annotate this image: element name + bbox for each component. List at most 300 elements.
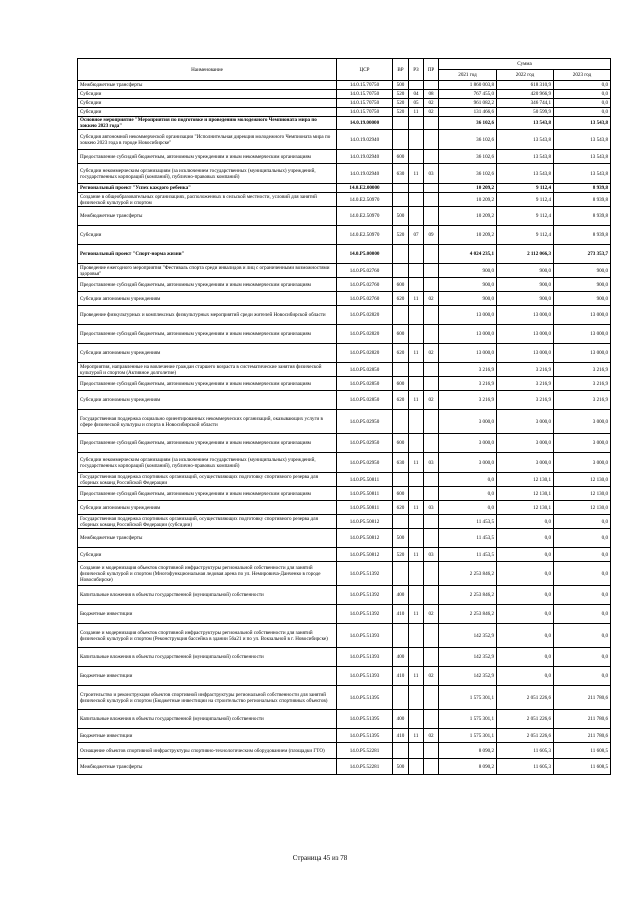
row-rz-code (409, 743, 424, 759)
row-vr-code: 520 (393, 226, 409, 245)
row-vr-code (393, 624, 409, 648)
row-amount-2021: 13 000,0 (439, 344, 497, 363)
row-csr-code: 14.0.P5.52281 (337, 743, 393, 759)
row-name: Субсидии (78, 99, 337, 108)
row-pr-code: 03 (424, 548, 439, 562)
table-row (78, 562, 611, 586)
row-amount-2022: 3 216,9 (497, 391, 554, 410)
row-amount-2022: 13 543,8 (497, 164, 554, 184)
row-pr-code (424, 710, 439, 729)
row-rz-code (409, 624, 424, 648)
header-name: Наименование (78, 59, 337, 81)
row-vr-code: 500 (393, 207, 409, 226)
row-amount-2021: 4 024 235,1 (439, 245, 497, 264)
row-pr-code (424, 377, 439, 391)
row-pr-code (424, 193, 439, 207)
row-vr-code: 600 (393, 150, 409, 164)
row-vr-code: 410 (393, 605, 409, 624)
row-amount-2021: 142 352,9 (439, 667, 497, 686)
row-vr-code (393, 562, 409, 586)
row-rz-code (409, 586, 424, 605)
row-amount-2022: 0,0 (497, 667, 554, 686)
row-rz-code (409, 130, 424, 150)
row-csr-code: 14.0.E2.50970 (337, 193, 393, 207)
row-csr-code: 14.0.P5.51392 (337, 586, 393, 605)
row-vr-code (393, 117, 409, 130)
row-amount-2023: 0,0 (554, 81, 611, 90)
row-csr-code: 14.0.15.70750 (337, 108, 393, 117)
row-amount-2021: 3 216,9 (439, 377, 497, 391)
header-year-2022: 2022 год (497, 70, 554, 81)
row-amount-2021: 2 253 846,2 (439, 562, 497, 586)
row-amount-2022: 3 216,9 (497, 377, 554, 391)
row-rz-code (409, 193, 424, 207)
row-vr-code: 400 (393, 710, 409, 729)
header-pr: ПР (424, 59, 439, 81)
row-vr-code (393, 130, 409, 150)
row-amount-2022: 0,0 (497, 548, 554, 562)
row-amount-2023: 3 000,0 (554, 410, 611, 434)
row-amount-2022: 13 543,8 (497, 150, 554, 164)
row-vr-code: 620 (393, 292, 409, 306)
row-name: Предоставление субсидий бюджетным, автономным учреждениям и иным некоммерческим организациям (78, 487, 337, 501)
row-csr-code: 14.0.P5.51393 (337, 624, 393, 648)
row-name: Субсидии некоммерческим организациям (за исключением государственных (муниципальных) учреждений, государственных корпораций (компаний), публично-правовых компаний) (78, 164, 337, 184)
header-year-2021: 2021 год (439, 70, 497, 81)
row-csr-code: 14.0.19.02940 (337, 150, 393, 164)
row-csr-code: 14.0.P5.00000 (337, 245, 393, 264)
row-amount-2023: 211 780,6 (554, 710, 611, 729)
table-row (78, 278, 611, 292)
row-vr-code (393, 245, 409, 264)
row-pr-code (424, 529, 439, 548)
row-csr-code: 14.0.19.00000 (337, 117, 393, 130)
row-amount-2022: 9 112,4 (497, 193, 554, 207)
row-csr-code: 14.0.P5.51392 (337, 605, 393, 624)
row-pr-code: 03 (424, 453, 439, 473)
row-pr-code (424, 410, 439, 434)
table-row (78, 264, 611, 278)
table-row (78, 759, 611, 775)
row-name: Мероприятия, направленные на вовлечение граждан старшего возраста в систематические занятия физической культурой и спортом (Активное долголетие) (78, 363, 337, 377)
row-pr-code: 02 (424, 667, 439, 686)
row-name: Межбюджетные трансферты (78, 529, 337, 548)
row-amount-2021: 36 102,6 (439, 150, 497, 164)
row-name: Создание и модернизация объектов спортивной инфраструктуры региональной собственности для занятий физической культурой и спортом (Реконструкция бассейна в здании 56а21 и по ул. Вокзальной в г. Новосибирске) (78, 624, 337, 648)
row-amount-2022: 2 112 066,3 (497, 245, 554, 264)
row-pr-code (424, 648, 439, 667)
table-row (78, 90, 611, 99)
row-name: Субсидии автономным учреждениям (78, 292, 337, 306)
row-vr-code: 620 (393, 501, 409, 515)
row-csr-code: 14.0.P5.50812 (337, 515, 393, 529)
row-amount-2021: 10 209,2 (439, 207, 497, 226)
row-amount-2022: 900,0 (497, 292, 554, 306)
row-rz-code (409, 473, 424, 487)
row-vr-code (393, 515, 409, 529)
row-amount-2021: 13 000,0 (439, 306, 497, 325)
row-vr-code: 600 (393, 278, 409, 292)
row-vr-code (393, 686, 409, 710)
row-amount-2021: 13 000,0 (439, 325, 497, 344)
row-rz-code (409, 184, 424, 193)
row-name: Капитальные вложения в объекты государственной (муниципальной) собственности (78, 710, 337, 729)
table-row (78, 434, 611, 453)
row-amount-2022: 12 130,1 (497, 487, 554, 501)
row-rz-code: 11 (409, 729, 424, 743)
row-amount-2023: 13 543,8 (554, 130, 611, 150)
row-pr-code (424, 207, 439, 226)
row-amount-2021: 36 102,6 (439, 117, 497, 130)
row-pr-code (424, 264, 439, 278)
row-vr-code: 520 (393, 548, 409, 562)
row-rz-code (409, 207, 424, 226)
row-csr-code: 14.0.P5.51393 (337, 667, 393, 686)
row-amount-2023: 13 000,0 (554, 306, 611, 325)
row-amount-2023: 8 939,8 (554, 193, 611, 207)
row-csr-code: 14.0.P5.02850 (337, 377, 393, 391)
table-row (78, 245, 611, 264)
table-row (78, 193, 611, 207)
row-amount-2022: 0,0 (497, 562, 554, 586)
row-rz-code: 11 (409, 501, 424, 515)
row-vr-code: 620 (393, 391, 409, 410)
table-row (78, 108, 611, 117)
row-name: Субсидии (78, 226, 337, 245)
row-amount-2021: 1 575 301,1 (439, 729, 497, 743)
row-rz-code: 11 (409, 344, 424, 363)
row-rz-code (409, 278, 424, 292)
table-row (78, 473, 611, 487)
row-pr-code (424, 562, 439, 586)
row-amount-2022: 2 051 226,6 (497, 686, 554, 710)
row-rz-code: 11 (409, 605, 424, 624)
row-amount-2021: 3 000,0 (439, 453, 497, 473)
row-pr-code (424, 743, 439, 759)
row-amount-2023: 0,0 (554, 99, 611, 108)
row-pr-code: 02 (424, 99, 439, 108)
table-row (78, 130, 611, 150)
header-vr: ВР (393, 59, 409, 81)
row-name: Проведение ежегодного мероприятия "Фестиваль спорта среди инвалидов и лиц с ограниченными возможностями здоровья" (78, 264, 337, 278)
table-row (78, 453, 611, 473)
row-amount-2022: 346 744,1 (497, 99, 554, 108)
row-amount-2021: 2 253 846,2 (439, 605, 497, 624)
row-name: Субсидии (78, 548, 337, 562)
row-rz-code (409, 245, 424, 264)
row-vr-code (393, 193, 409, 207)
row-pr-code: 03 (424, 164, 439, 184)
row-name: Межбюджетные трансферты (78, 759, 337, 775)
table-row (78, 667, 611, 686)
row-csr-code: 14.0.P5.51393 (337, 648, 393, 667)
table-row (78, 605, 611, 624)
row-vr-code: 630 (393, 164, 409, 184)
row-amount-2023: 13 543,8 (554, 164, 611, 184)
row-amount-2023: 3 000,0 (554, 434, 611, 453)
row-amount-2022: 3 000,0 (497, 453, 554, 473)
row-rz-code (409, 377, 424, 391)
row-amount-2023: 0,0 (554, 605, 611, 624)
table-row (78, 515, 611, 529)
row-amount-2021: 961 082,2 (439, 99, 497, 108)
row-name: Создание и модернизация объектов спортивной инфраструктуры региональной собственности для занятий физической культурой и спортом (Многофункциональная ледовая арена по ул. Немировича-Данченко в городе Новосибирске) (78, 562, 337, 586)
row-amount-2023: 0,0 (554, 648, 611, 667)
row-name: Предоставление субсидий бюджетным, автономным учреждениям и иным некоммерческим организациям (78, 278, 337, 292)
row-amount-2021: 11 453,5 (439, 529, 497, 548)
row-vr-code: 520 (393, 90, 409, 99)
row-vr-code (393, 410, 409, 434)
table-row (78, 325, 611, 344)
table-header-row (78, 59, 611, 70)
row-amount-2022: 12 130,1 (497, 473, 554, 487)
row-csr-code: 14.0.P5.02950 (337, 410, 393, 434)
row-csr-code: 14.0.E2.00000 (337, 184, 393, 193)
budget-table-container (77, 58, 610, 775)
row-amount-2023: 0,0 (554, 529, 611, 548)
row-vr-code (393, 264, 409, 278)
row-amount-2023: 900,0 (554, 292, 611, 306)
row-name: Основное мероприятие "Мероприятия по подготовке и проведению молодежного Чемпионата мира по хоккею 2023 года" (78, 117, 337, 130)
row-rz-code (409, 117, 424, 130)
row-amount-2023: 900,0 (554, 278, 611, 292)
page-number: Страница 45 из 78 (292, 854, 348, 862)
row-amount-2023: 0,0 (554, 108, 611, 117)
row-rz-code (409, 81, 424, 90)
row-pr-code (424, 487, 439, 501)
row-csr-code: 14.0.19.02940 (337, 130, 393, 150)
row-rz-code (409, 686, 424, 710)
row-name: Региональный проект "Спорт-норма жизни" (78, 245, 337, 264)
row-amount-2021: 1 860 003,8 (439, 81, 497, 90)
row-csr-code: 14.0.P5.50811 (337, 501, 393, 515)
row-amount-2022: 3 216,9 (497, 363, 554, 377)
row-amount-2021: 3 216,9 (439, 363, 497, 377)
table-body (78, 81, 611, 775)
row-csr-code: 14.0.P5.50811 (337, 487, 393, 501)
row-vr-code: 600 (393, 487, 409, 501)
table-row (78, 648, 611, 667)
row-amount-2023: 3 000,0 (554, 453, 611, 473)
row-csr-code: 14.0.P5.02850 (337, 391, 393, 410)
row-pr-code (424, 184, 439, 193)
row-rz-code (409, 529, 424, 548)
table-row (78, 710, 611, 729)
row-amount-2022: 0,0 (497, 529, 554, 548)
row-amount-2021: 3 216,9 (439, 391, 497, 410)
row-name: Капитальные вложения в объекты государственной (муниципальной) собственности (78, 586, 337, 605)
row-csr-code: 14.0.19.02940 (337, 164, 393, 184)
row-name: Строительство и реконструкция объектов спортивной инфраструктуры региональной собственности для занятий физической культурой и спортом (Бюджетные инвестиции на строительство региональных спортивных объектов) (78, 686, 337, 710)
row-vr-code: 600 (393, 377, 409, 391)
row-csr-code: 14.0.15.70750 (337, 81, 393, 90)
row-pr-code (424, 81, 439, 90)
row-name: Бюджетные инвестиции (78, 729, 337, 743)
row-vr-code: 520 (393, 108, 409, 117)
row-rz-code (409, 515, 424, 529)
row-amount-2023: 8 939,8 (554, 226, 611, 245)
row-csr-code: 14.0.P5.02820 (337, 306, 393, 325)
row-amount-2022: 9 112,4 (497, 207, 554, 226)
row-csr-code: 14.0.P5.02820 (337, 325, 393, 344)
row-amount-2021: 10 209,2 (439, 193, 497, 207)
row-amount-2021: 900,0 (439, 278, 497, 292)
row-pr-code (424, 624, 439, 648)
row-csr-code: 14.0.P5.52281 (337, 759, 393, 775)
row-name: Капитальные вложения в объекты государственной (муниципальной) собственности (78, 648, 337, 667)
row-amount-2022: 900,0 (497, 278, 554, 292)
row-vr-code: 630 (393, 453, 409, 473)
row-pr-code (424, 759, 439, 775)
row-name: Бюджетные инвестиции (78, 605, 337, 624)
row-amount-2022: 9 112,4 (497, 226, 554, 245)
row-amount-2023: 11 608,5 (554, 743, 611, 759)
row-amount-2021: 131 466,6 (439, 108, 497, 117)
row-amount-2023: 13 000,0 (554, 325, 611, 344)
row-amount-2023: 13 543,8 (554, 117, 611, 130)
row-csr-code: 14.0.P5.51395 (337, 729, 393, 743)
row-csr-code: 14.0.P5.50812 (337, 548, 393, 562)
row-pr-code (424, 117, 439, 130)
row-amount-2021: 8 090,2 (439, 743, 497, 759)
row-amount-2023: 0,0 (554, 562, 611, 586)
row-rz-code: 11 (409, 292, 424, 306)
row-amount-2021: 2 253 846,2 (439, 586, 497, 605)
row-pr-code (424, 325, 439, 344)
row-amount-2023: 0,0 (554, 548, 611, 562)
row-amount-2022: 13 543,8 (497, 130, 554, 150)
row-pr-code (424, 278, 439, 292)
row-amount-2023: 12 130,0 (554, 487, 611, 501)
table-row (78, 391, 611, 410)
header-rz: РЗ (409, 59, 424, 81)
row-amount-2021: 900,0 (439, 292, 497, 306)
row-pr-code (424, 473, 439, 487)
budget-table (77, 58, 611, 775)
row-name: Создание в общеобразовательных организациях, расположенных в сельской местности, условий для занятий физической культурой и спортом (78, 193, 337, 207)
row-name: Предоставление субсидий бюджетным, автономным учреждениям и иным некоммерческим организациям (78, 325, 337, 344)
row-amount-2021: 36 102,6 (439, 164, 497, 184)
row-name: Субсидия автономной некоммерческой организации "Исполнительная дирекция молодежного Чемпионата мира по хоккею 2023 года в городе Новосибирске" (78, 130, 337, 150)
row-amount-2023: 211 780,6 (554, 729, 611, 743)
table-row (78, 344, 611, 363)
table-row (78, 117, 611, 130)
row-amount-2023: 3 216,9 (554, 363, 611, 377)
row-amount-2022: 13 543,8 (497, 117, 554, 130)
table-row (78, 686, 611, 710)
row-pr-code: 02 (424, 391, 439, 410)
table-row (78, 292, 611, 306)
row-csr-code: 14.0.P5.02820 (337, 344, 393, 363)
row-rz-code: 04 (409, 90, 424, 99)
row-name: Субсидии автономным учреждениям (78, 391, 337, 410)
row-amount-2021: 0,0 (439, 487, 497, 501)
row-vr-code (393, 473, 409, 487)
row-amount-2021: 11 453,5 (439, 515, 497, 529)
row-amount-2021: 0,0 (439, 501, 497, 515)
row-rz-code (409, 759, 424, 775)
row-name: Предоставление субсидий бюджетным, автономным учреждениям и иным некоммерческим организациям (78, 434, 337, 453)
row-amount-2022: 2 051 226,6 (497, 710, 554, 729)
row-amount-2023: 8 939,8 (554, 207, 611, 226)
row-csr-code: 14.0.15.70750 (337, 90, 393, 99)
row-rz-code: 07 (409, 226, 424, 245)
row-pr-code (424, 150, 439, 164)
row-pr-code (424, 306, 439, 325)
row-amount-2021: 8 090,2 (439, 759, 497, 775)
row-amount-2022: 0,0 (497, 586, 554, 605)
row-csr-code: 14.0.P5.51395 (337, 686, 393, 710)
row-amount-2021: 767 455,0 (439, 90, 497, 99)
table-row (78, 207, 611, 226)
row-amount-2022: 13 000,0 (497, 306, 554, 325)
row-vr-code (393, 306, 409, 325)
table-row (78, 586, 611, 605)
row-vr-code: 600 (393, 434, 409, 453)
row-vr-code: 400 (393, 586, 409, 605)
row-amount-2023: 13 000,0 (554, 344, 611, 363)
row-name: Оснащение объектов спортивной инфраструктуры спортивно-технологическим оборудованием (площадки ГТО) (78, 743, 337, 759)
table-row (78, 81, 611, 90)
row-amount-2023: 0,0 (554, 624, 611, 648)
row-pr-code (424, 245, 439, 264)
row-name: Региональный проект "Успех каждого ребенка" (78, 184, 337, 193)
row-rz-code: 11 (409, 453, 424, 473)
table-row (78, 377, 611, 391)
table-row (78, 306, 611, 325)
header-year-2023: 2023 год (554, 70, 611, 81)
row-name: Государственная поддержка спортивных организаций, осуществляющих подготовку спортивного резерва для сборных команд Российской Федерации (78, 473, 337, 487)
row-amount-2022: 2 051 226,6 (497, 729, 554, 743)
row-rz-code (409, 150, 424, 164)
row-csr-code: 14.0.15.70750 (337, 99, 393, 108)
row-name: Предоставление субсидий бюджетным, автономным учреждениям и иным некоммерческим организациям (78, 150, 337, 164)
row-rz-code (409, 434, 424, 453)
row-csr-code: 14.0.P5.50812 (337, 529, 393, 548)
row-amount-2023: 0,0 (554, 667, 611, 686)
row-vr-code (393, 743, 409, 759)
row-vr-code: 410 (393, 729, 409, 743)
row-pr-code (424, 686, 439, 710)
row-csr-code: 14.0.P5.02760 (337, 278, 393, 292)
row-vr-code: 500 (393, 529, 409, 548)
row-name: Субсидии некоммерческим организациям (за исключением государственных (муниципальных) учреждений, государственных корпораций (компаний), публично-правовых компаний) (78, 453, 337, 473)
row-amount-2021: 1 575 301,1 (439, 710, 497, 729)
row-amount-2022: 0,0 (497, 624, 554, 648)
row-vr-code: 500 (393, 759, 409, 775)
row-pr-code: 03 (424, 501, 439, 515)
table-row (78, 410, 611, 434)
row-csr-code: 14.0.P5.51392 (337, 562, 393, 586)
row-pr-code (424, 434, 439, 453)
row-pr-code (424, 515, 439, 529)
row-name: Субсидии (78, 108, 337, 117)
row-amount-2023: 3 216,9 (554, 377, 611, 391)
row-amount-2023: 0,0 (554, 515, 611, 529)
row-amount-2021: 142 352,9 (439, 648, 497, 667)
row-rz-code: 11 (409, 108, 424, 117)
row-amount-2021: 11 453,5 (439, 548, 497, 562)
row-pr-code (424, 586, 439, 605)
row-amount-2021: 142 352,9 (439, 624, 497, 648)
row-amount-2023: 0,0 (554, 586, 611, 605)
row-vr-code: 520 (393, 99, 409, 108)
row-rz-code (409, 562, 424, 586)
row-csr-code: 14.0.P5.51395 (337, 710, 393, 729)
row-amount-2022: 0,0 (497, 605, 554, 624)
row-csr-code: 14.0.E2.50970 (337, 207, 393, 226)
row-amount-2023: 12 130,0 (554, 501, 611, 515)
